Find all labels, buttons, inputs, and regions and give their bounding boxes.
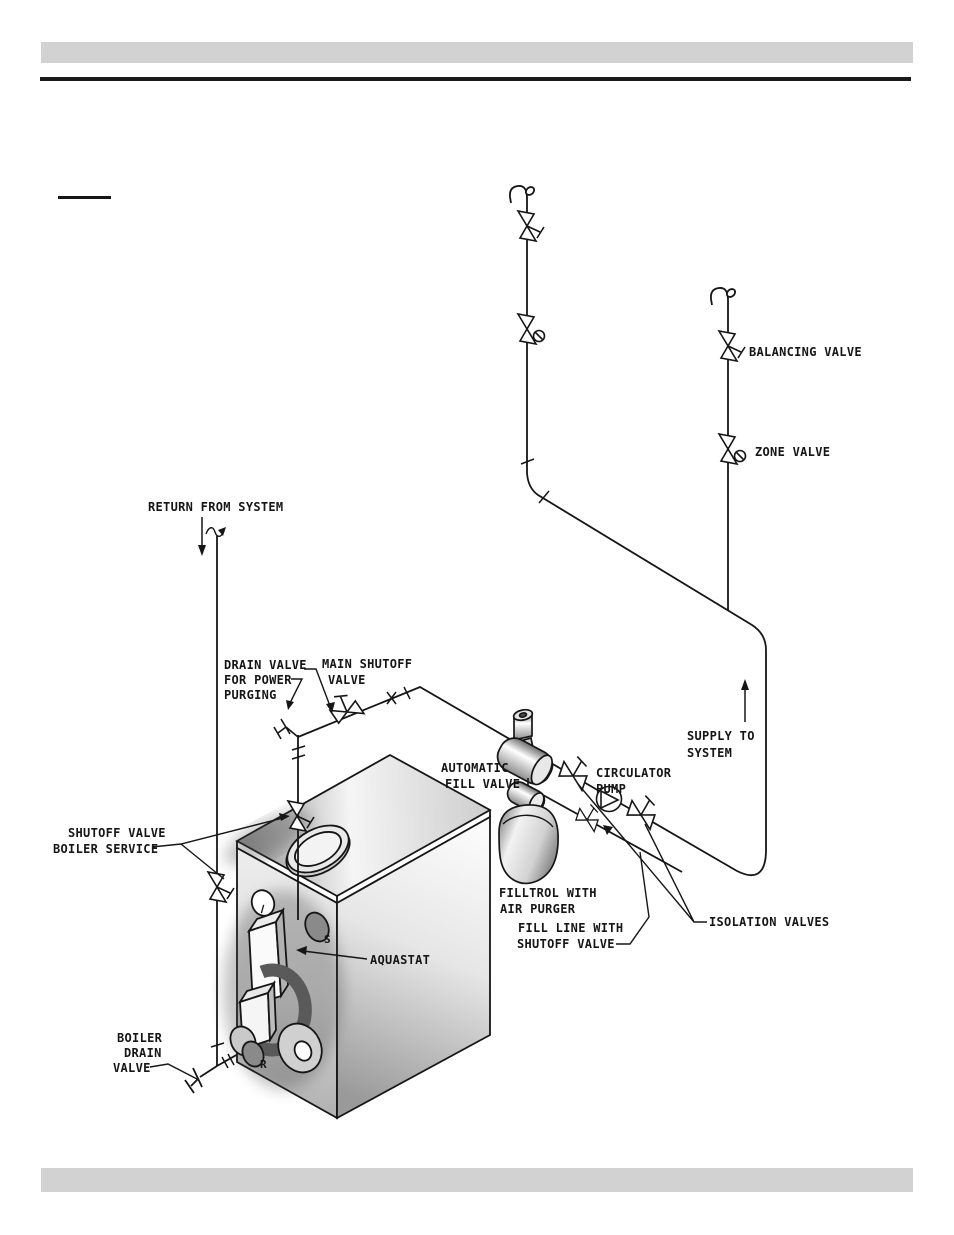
label-fill-line-2: SHUTOFF VALVE	[517, 937, 615, 951]
label-auto-fill-1: AUTOMATIC	[441, 761, 509, 775]
title-underline	[58, 196, 111, 199]
balancing-valve-right	[719, 331, 745, 361]
boiler-drain-leader	[150, 1064, 197, 1079]
label-auto-fill-2: FILL VALVE	[445, 777, 521, 791]
zone-valve-left	[518, 314, 545, 344]
label-tapping-s: S	[324, 933, 331, 946]
label-filltrol-2: AIR PURGER	[500, 902, 576, 916]
purge-drain-faucet	[274, 719, 298, 739]
filltrol-tank	[499, 805, 558, 883]
label-circulator-2: PUMP	[596, 782, 627, 796]
label-supply-2: SYSTEM	[687, 746, 733, 760]
label-main-shutoff-1: MAIN SHUTOFF	[322, 657, 413, 671]
label-fill-line-1: FILL LINE WITH	[518, 921, 624, 935]
label-isolation-valves: ISOLATION VALVES	[709, 915, 830, 929]
label-filltrol-1: FILLTROL WITH	[499, 886, 597, 900]
label-boiler-drain-2: DRAIN	[124, 1046, 162, 1060]
label-balancing-valve: BALANCING VALVE	[749, 345, 862, 359]
zone-valve-right	[719, 434, 746, 464]
header-rule	[40, 77, 911, 81]
label-boiler-drain-1: BOILER	[117, 1031, 163, 1045]
label-shutoff-boiler-1: SHUTOFF VALVE	[68, 826, 166, 840]
footer-band	[41, 1168, 913, 1192]
boiler-drain-piping	[185, 1066, 217, 1093]
balancing-valve-left	[518, 211, 544, 241]
label-drain-valve-3: PURGING	[224, 688, 277, 702]
label-return-from-system: RETURN FROM SYSTEM	[148, 500, 284, 514]
left-riser-hook	[510, 186, 527, 212]
valves	[208, 211, 746, 902]
isolation-valve-2	[624, 791, 663, 829]
header-band	[41, 42, 913, 63]
label-tapping-r: R	[260, 1058, 267, 1071]
label-aquastat: AQUASTAT	[370, 953, 431, 967]
label-supply-1: SUPPLY TO	[687, 729, 755, 743]
label-shutoff-boiler-2: BOILER SERVICE	[53, 842, 159, 856]
label-boiler-drain-3: VALVE	[113, 1061, 151, 1075]
boiler	[217, 755, 490, 1118]
label-drain-valve-1: DRAIN VALVE	[224, 658, 307, 672]
label-main-shutoff-2: VALVE	[328, 673, 366, 687]
label-zone-valve: ZONE VALVE	[755, 445, 831, 459]
label-drain-valve-2: FOR POWER	[224, 673, 292, 687]
label-circulator-1: CIRCULATOR	[596, 766, 672, 780]
right-riser-hook	[711, 288, 728, 316]
